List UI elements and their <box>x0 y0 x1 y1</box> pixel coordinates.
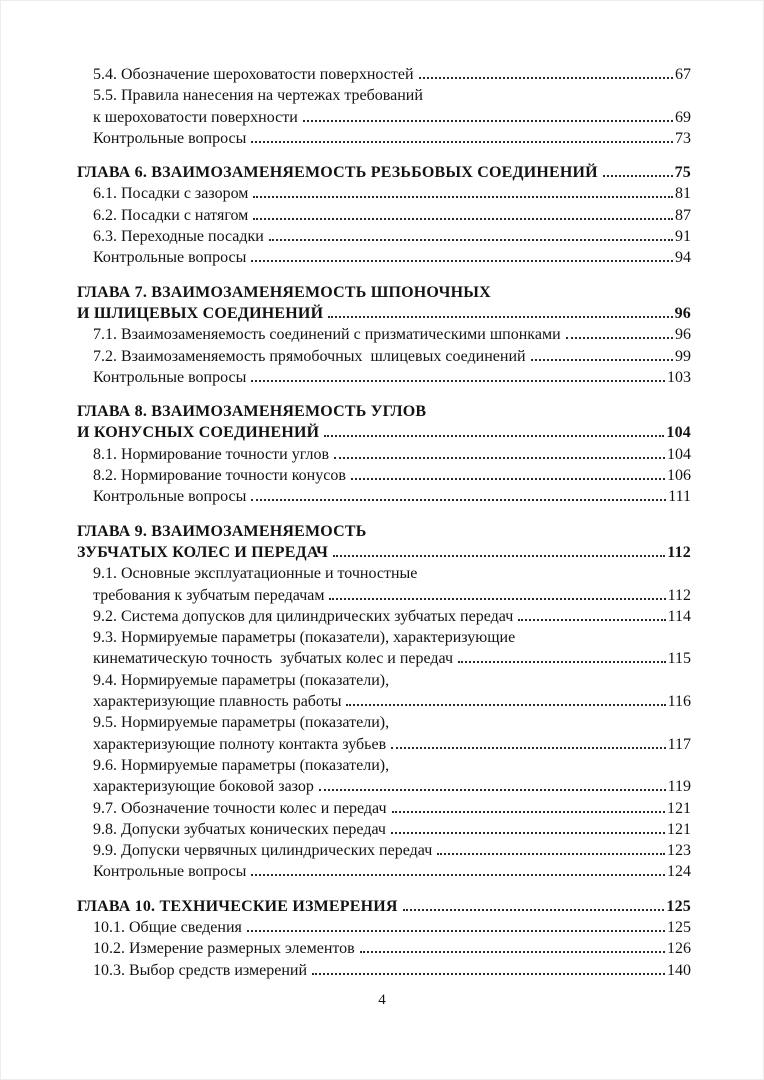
toc-entry <box>77 755 691 776</box>
toc-entry <box>77 585 691 606</box>
toc-entry-page-number: 81 <box>675 185 691 203</box>
dot-leader <box>419 77 673 79</box>
toc-entry-page-number: 125 <box>666 897 691 915</box>
toc-entry-text: ГЛАВА 10. ТЕХНИЧЕСКИЕ ИЗМЕРЕНИЯ <box>77 897 398 915</box>
toc-entry-text: Контрольные вопросы <box>93 368 247 386</box>
toc-entry-text: к шероховатости поверхности <box>93 108 298 126</box>
toc-entry-page-number: 140 <box>667 961 691 979</box>
footer-page-number: 4 <box>378 992 386 1008</box>
toc-entry <box>77 64 691 85</box>
toc-entry <box>77 205 691 226</box>
toc-entry <box>77 917 691 938</box>
toc-entry-page-number: 87 <box>675 206 691 224</box>
toc-entry-text: И КОНУСНЫХ СОЕДИНЕНИЙ <box>77 424 320 442</box>
toc-entry <box>77 648 691 669</box>
toc-entry-text: характеризующие плавность работы <box>93 693 342 711</box>
toc-chapter-heading <box>77 422 691 443</box>
toc-entry-text: Контрольные вопросы <box>93 863 247 881</box>
dot-leader <box>392 811 665 813</box>
toc-entry-page-number: 126 <box>667 940 691 958</box>
toc-entry-page-number: 116 <box>667 693 691 711</box>
toc-entry <box>77 798 691 819</box>
toc-chapter-heading <box>77 896 691 917</box>
toc-entry <box>77 346 691 367</box>
toc-entry-text: ГЛАВА 7. ВЗАИМОЗАМЕНЯЕМОСТЬ ШПОНОЧНЫХ <box>77 283 491 301</box>
dot-leader <box>334 457 665 459</box>
toc-entry <box>77 486 691 507</box>
toc-entry-page-number: 73 <box>675 129 691 147</box>
toc-entry-page-number: 94 <box>675 249 691 267</box>
toc-entry-page-number: 104 <box>666 424 691 442</box>
toc-entry <box>77 712 691 733</box>
dot-leader <box>319 789 666 791</box>
toc-entry <box>77 776 691 797</box>
toc-entry-text: 5.5. Правила нанесения на чертежах требований <box>93 87 423 105</box>
toc-chapter-heading <box>77 303 691 324</box>
dot-leader <box>251 141 673 143</box>
toc-entry-text: 9.5. Нормируемые параметры (показатели), <box>93 714 390 732</box>
toc-entry-text: И ШЛИЦЕВЫХ СОЕДИНЕНИЙ <box>77 304 324 322</box>
toc-entry-page-number: 75 <box>674 164 691 182</box>
toc-entry-text: характеризующие полноту контакта зубьев <box>93 735 387 753</box>
toc-entry-page-number: 123 <box>667 842 691 860</box>
toc-chapter-heading <box>77 282 691 303</box>
toc-entry-page-number: 114 <box>667 607 691 625</box>
toc-entry-page-number: 96 <box>674 304 691 322</box>
dot-leader <box>437 853 665 855</box>
dot-leader <box>328 316 672 318</box>
toc-entry <box>77 465 691 486</box>
dot-leader <box>251 260 673 262</box>
toc-entry <box>77 367 691 388</box>
toc-entry <box>77 226 691 247</box>
toc-entry-text: 6.3. Переходные посадки <box>93 228 264 246</box>
toc-entry-text: 9.7. Обозначение точности колес и передач <box>93 799 387 817</box>
toc-entry-text: 9.1. Основные эксплуатационные и точностные <box>93 565 418 583</box>
dot-leader <box>391 747 665 749</box>
toc-entry-text: ЗУБЧАТЫХ КОЛЕС И ПЕРЕДАЧ <box>77 543 329 561</box>
page-footer <box>1 992 763 1009</box>
toc-entry <box>77 128 691 149</box>
toc-entry-text: ГЛАВА 8. ВЗАИМОЗАМЕНЯЕМОСТЬ УГЛОВ <box>77 403 427 421</box>
toc-entry-text: 10.1. Общие сведения <box>93 918 242 936</box>
toc-entry-text: 7.1. Взаимозаменяемость соединений с призматическими шпонками <box>93 326 561 344</box>
toc-entry-page-number: 115 <box>667 650 691 668</box>
dot-leader <box>303 120 673 122</box>
dot-leader <box>312 973 665 975</box>
dot-leader <box>253 218 673 220</box>
toc-chapter-heading <box>77 401 691 422</box>
dot-leader <box>324 435 664 437</box>
dot-leader <box>251 874 665 876</box>
toc-entry <box>77 819 691 840</box>
toc-entry <box>77 670 691 691</box>
dot-leader <box>458 661 666 663</box>
dot-leader <box>566 337 673 339</box>
toc-entry <box>77 734 691 755</box>
toc-entry-text: 5.4. Обозначение шероховатости поверхностей <box>93 66 414 83</box>
dot-leader <box>253 196 673 198</box>
toc-entry-text: ГЛАВА 9. ВЗАИМОЗАМЕНЯЕМОСТЬ <box>77 522 367 540</box>
toc-entry-page-number: 106 <box>667 467 691 485</box>
toc-entry <box>77 183 691 204</box>
toc-entry-page-number: 99 <box>675 347 691 365</box>
toc-entry-text: 7.2. Взаимозаменяемость прямобочных шлицевых соединений <box>93 347 526 365</box>
toc-entry-text: кинематическую точность зубчатых колес и передач <box>93 650 454 668</box>
toc-entry <box>77 563 691 584</box>
dot-leader <box>391 832 665 834</box>
toc-entry <box>77 627 691 648</box>
dot-leader <box>329 598 665 600</box>
dot-leader <box>531 359 673 361</box>
dot-leader <box>247 930 665 932</box>
toc-entry <box>77 107 691 128</box>
toc-entry-page-number: 96 <box>675 326 691 344</box>
toc-entry <box>77 324 691 345</box>
toc-entry-page-number: 112 <box>667 543 691 561</box>
toc-entry-text: 9.4. Нормируемые параметры (показатели), <box>93 671 390 689</box>
toc-entry-text: Контрольные вопросы <box>93 249 247 267</box>
toc-entry-page-number: 124 <box>667 863 691 881</box>
dot-leader <box>333 555 665 557</box>
toc-entry-text: Контрольные вопросы <box>93 488 247 506</box>
dot-leader <box>346 704 665 706</box>
toc-entry-text: 6.2. Посадки с натягом <box>93 206 249 224</box>
toc-entry <box>77 938 691 959</box>
toc-entry <box>77 861 691 882</box>
toc-entry <box>77 85 691 106</box>
toc-chapter-heading <box>77 162 691 183</box>
dot-leader <box>269 239 673 241</box>
toc-entry-page-number: 121 <box>667 799 691 817</box>
toc-entry-page-number: 69 <box>675 108 691 126</box>
toc-entry-page-number: 103 <box>667 368 691 386</box>
toc-entry-text: 9.6. Нормируемые параметры (показатели), <box>93 756 390 774</box>
toc-entry <box>77 606 691 627</box>
toc-entry <box>77 960 691 981</box>
toc-entry-page-number: 112 <box>667 586 691 604</box>
table-of-contents <box>77 64 691 981</box>
toc-entry-text: характеризующие боковой зазор <box>93 778 314 796</box>
toc-chapter-heading <box>77 521 691 542</box>
toc-entry-text: 8.1. Нормирование точности углов <box>93 445 329 463</box>
toc-entry-text: ГЛАВА 6. ВЗАИМОЗАМЕНЯЕМОСТЬ РЕЗЬБОВЫХ СОЕДИНЕНИЙ <box>77 164 598 182</box>
toc-entry-text: 10.2. Измерение размерных элементов <box>93 940 355 958</box>
toc-entry-page-number: 111 <box>668 488 691 506</box>
dot-leader <box>351 478 665 480</box>
dot-leader <box>603 175 673 177</box>
dot-leader <box>251 380 665 382</box>
dot-leader <box>360 951 665 953</box>
toc-entry-page-number: 91 <box>675 228 691 246</box>
toc-entry-text: 9.3. Нормируемые параметры (показатели), характеризующие <box>93 629 516 647</box>
toc-entry-text: 9.2. Система допусков для цилиндрических зубчатых передач <box>93 607 514 625</box>
dot-leader <box>251 499 666 501</box>
toc-entry-page-number: 125 <box>667 918 691 936</box>
toc-entry-text: Контрольные вопросы <box>93 129 247 147</box>
toc-entry-text: 6.1. Посадки с зазором <box>93 185 249 203</box>
toc-entry-text: 9.8. Допуски зубчатых конических передач <box>93 820 386 838</box>
toc-entry <box>77 444 691 465</box>
toc-entry <box>77 691 691 712</box>
dot-leader <box>403 909 665 911</box>
toc-entry-page-number: 119 <box>667 778 691 796</box>
toc-entry <box>77 247 691 268</box>
dot-leader <box>518 619 665 621</box>
toc-entry-text: 8.2. Нормирование точности конусов <box>93 467 346 485</box>
toc-entry <box>77 840 691 861</box>
toc-chapter-heading <box>77 542 691 563</box>
toc-entry-text: 10.3. Выбор средств измерений <box>93 961 308 979</box>
toc-entry-page-number: 67 <box>675 66 691 83</box>
toc-entry-page-number: 117 <box>667 735 691 753</box>
toc-entry-text: требования к зубчатым передачам <box>93 586 325 604</box>
toc-entry-page-number: 104 <box>667 445 691 463</box>
toc-entry-page-number: 121 <box>667 820 691 838</box>
toc-entry-text: 9.9. Допуски червячных цилиндрических передач <box>93 842 433 860</box>
